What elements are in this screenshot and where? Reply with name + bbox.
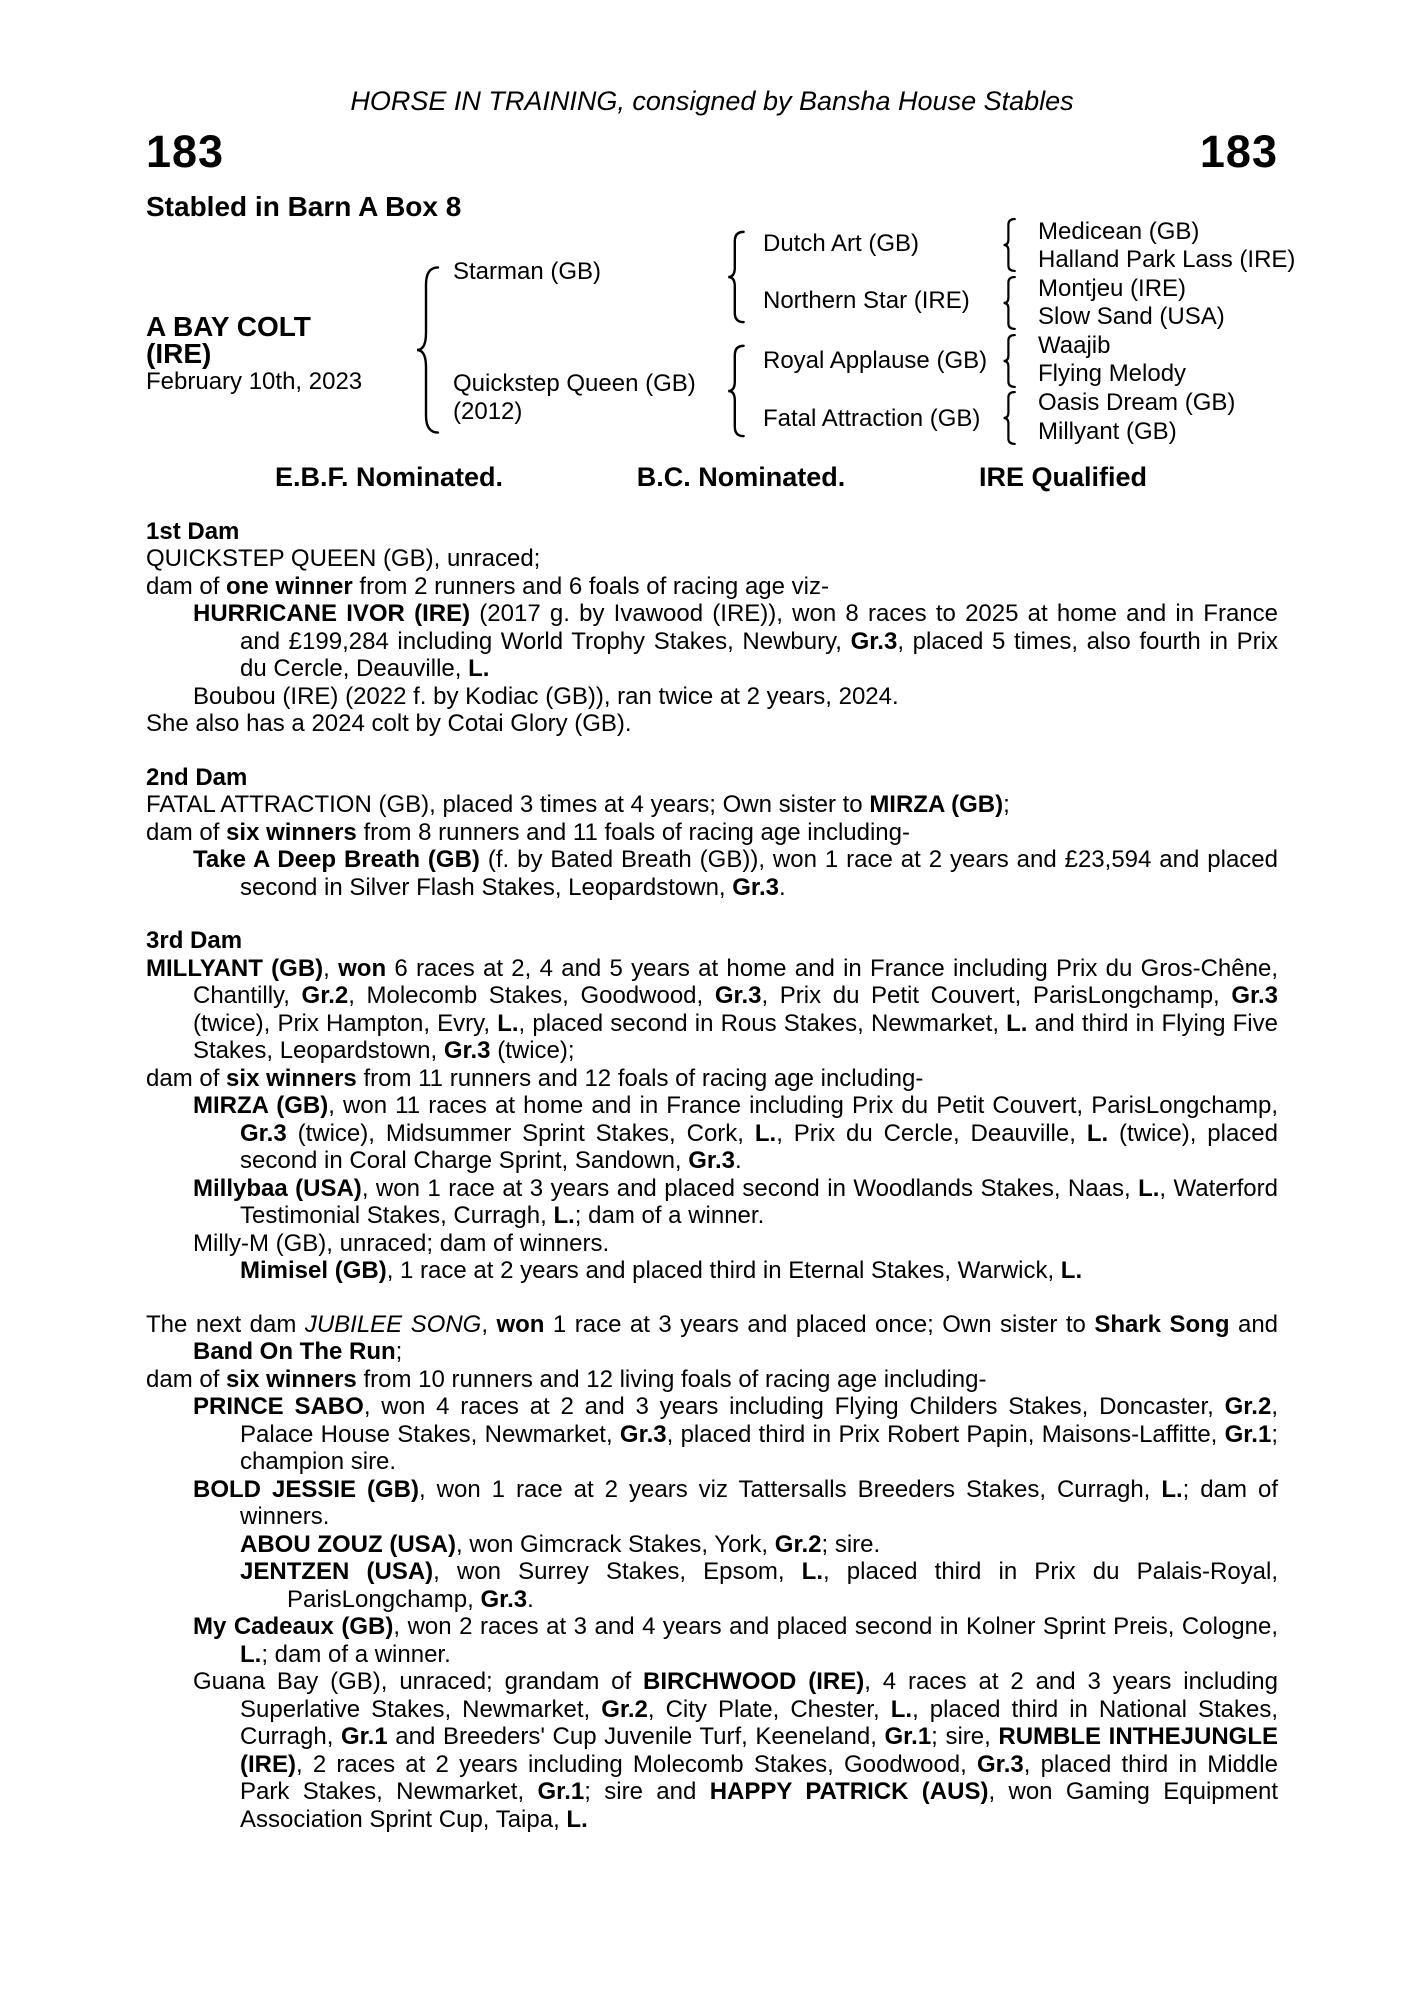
emphasis-text: L.: [1060, 1257, 1083, 1284]
lot-number-left: 183: [146, 125, 225, 177]
emphasis-text: L.: [566, 1805, 588, 1833]
brace-icon: [726, 344, 748, 438]
pedigree-paragraph: [146, 1531, 1278, 1559]
body-text: 1 race at 3 years and placed once; Own sister to: [544, 1310, 1095, 1338]
brace-icon: [1002, 391, 1018, 445]
body-text: , City Plate, Chester,: [647, 1695, 891, 1723]
brace-icon: [1002, 218, 1018, 272]
body-text: (f. by Bated Breath (GB)), won 1 race at 2 years and £23,594 and placed second in Silver Flash Stakes, Leopardstown,: [240, 846, 1278, 901]
great-grandparent: Halland Park Lass (IRE): [1038, 246, 1296, 274]
body-text: and Breeders' Cup Juvenile Turf, Keeneland,: [387, 1723, 885, 1750]
body-text: and third in Flying Five Stakes, Leopardstown,: [193, 1009, 1278, 1064]
emphasis-text: L.: [1006, 1009, 1028, 1037]
pedigree-paragraph: [146, 819, 1278, 847]
emphasis-text: ABOU ZOUZ (USA): [240, 1530, 456, 1558]
pedigree-paragraph: [146, 683, 1278, 711]
pedigree-paragraph: [146, 955, 1278, 1065]
great-grandparent: Medicean (GB): [1038, 217, 1200, 245]
emphasis-text: L.: [801, 1558, 823, 1585]
body-text: , won 11 races at home and in France including Prix du Petit Couvert, ParisLongchamp,: [328, 1092, 1278, 1119]
body-text: from 10 runners and 12 living foals of racing age including-: [356, 1365, 987, 1393]
body-text: dam of: [146, 1064, 227, 1092]
emphasis-text: Gr.1: [340, 1723, 388, 1750]
emphasis-text: Gr.1: [884, 1723, 932, 1750]
body-text: .: [778, 873, 786, 901]
body-text: ; sire and: [584, 1778, 710, 1805]
emphasis-text: Gr.3: [688, 1147, 735, 1174]
emphasis-text: L.: [553, 1202, 575, 1229]
brace-icon: [1002, 276, 1018, 330]
nomination-ire: IRE Qualified: [978, 461, 1147, 492]
body-text: , placed 5 times, also fourth in Prix du Cercle, Deauville,: [240, 627, 1278, 682]
emphasis-text: Band On The Run: [193, 1338, 396, 1365]
pedigree-paragraph: [146, 1393, 1278, 1476]
emphasis-text: six winners: [226, 818, 357, 846]
pedigree-paragraph: [146, 1230, 1278, 1258]
horse-name-block: [146, 310, 426, 396]
body-text: , Molecomb Stakes, Goodwood,: [348, 982, 715, 1009]
dam-section: [146, 764, 1278, 902]
body-text: ;: [1003, 791, 1010, 818]
body-text: dam of: [146, 1365, 227, 1393]
emphasis-text: L.: [497, 1009, 519, 1037]
emphasis-text: MIRZA (GB): [193, 1092, 329, 1119]
horse-country-suffix: (IRE): [146, 338, 212, 369]
body-text: (2017 g. by Ivawood (IRE)), won 8 races to 2025 at home and in France and £199,284 including World Trophy Stakes, Newbury,: [240, 600, 1278, 655]
body-text: , placed third in Middle Park Stakes, Newmarket,: [240, 1750, 1278, 1805]
pedigree-paragraph: [146, 573, 1278, 601]
great-grandparent: Oasis Dream (GB): [1038, 389, 1236, 417]
body-text: , won Gaming Equipment Association Sprint Cup, Taipa,: [240, 1778, 1279, 1833]
emphasis-text: MIRZA (GB): [869, 791, 1004, 818]
emphasis-text: Take A Deep Breath (GB): [193, 846, 480, 873]
body-text: , won Gimcrack Stakes, York,: [455, 1530, 775, 1558]
emphasis-text: BIRCHWOOD (IRE): [643, 1668, 865, 1695]
pedigree-paragraph: [146, 1366, 1278, 1394]
emphasis-text: Gr.2: [1224, 1393, 1272, 1420]
pedigree-paragraph: [146, 545, 1278, 573]
emphasis-text: L.: [890, 1695, 913, 1723]
dam-section-heading: 2nd Dam: [146, 763, 248, 791]
body-text: (twice);: [490, 1037, 575, 1064]
body-text: , 2 races at 2 years including Molecomb Stakes, Goodwood,: [296, 1750, 978, 1778]
body-text: , placed third in Prix Robert Papin, Maisons-Laffitte,: [666, 1420, 1225, 1448]
emphasis-text: RUMBLE INTHEJUNGLE (IRE): [240, 1723, 1278, 1778]
body-text: , won 2 races at 3 and 4 years and placed second in Kolner Sprint Preis, Cologne,: [393, 1613, 1279, 1640]
body-text: QUICKSTEP QUEEN (GB), unraced;: [146, 545, 541, 572]
body-text: ; sire,: [931, 1723, 999, 1750]
body-text: The next dam: [146, 1310, 305, 1338]
emphasis-text: HAPPY PATRICK (AUS): [709, 1778, 989, 1805]
italic-text: JUBILEE SONG: [304, 1310, 482, 1338]
body-text: FATAL ATTRACTION (GB), placed 3 times at 4 years; Own sister to: [146, 791, 870, 818]
emphasis-text: won: [338, 954, 387, 982]
emphasis-text: JENTZEN (USA): [240, 1558, 434, 1585]
dam-name-block: [453, 370, 696, 426]
emphasis-text: Gr.3: [619, 1420, 667, 1448]
emphasis-text: Shark Song: [1094, 1310, 1230, 1338]
body-text: ; dam of a winner.: [574, 1202, 765, 1229]
nomination-bc: B.C. Nominated.: [636, 461, 846, 492]
emphasis-text: Gr.1: [537, 1778, 585, 1805]
body-text: , Waterford Testimonial Stakes, Curragh,: [240, 1174, 1278, 1229]
body-text: , Prix du Petit Couvert, ParisLongchamp,: [761, 982, 1232, 1009]
nomination-ebf: E.B.F. Nominated.: [275, 461, 504, 492]
dam-section-heading: 3rd Dam: [146, 927, 243, 954]
emphasis-text: PRINCE SABO: [193, 1393, 364, 1420]
body-text: , Palace House Stakes, Newmarket,: [240, 1393, 1278, 1448]
body-text: .: [734, 1147, 742, 1174]
body-text: from 2 runners and 6 foals of racing age viz-: [352, 572, 829, 600]
body-text: ; dam of winners.: [240, 1475, 1278, 1530]
emphasis-text: Gr.3: [850, 627, 898, 655]
body-text: , won 1 race at 3 years and placed second in Woodlands Stakes, Naas,: [361, 1174, 1139, 1202]
emphasis-text: Gr.3: [1231, 982, 1279, 1009]
body-text: , Prix du Cercle, Deauville,: [776, 1119, 1087, 1147]
emphasis-text: Gr.3: [240, 1119, 287, 1147]
emphasis-text: six winners: [226, 1365, 357, 1393]
dam-name: Quickstep Queen (GB): [453, 369, 696, 397]
body-text: and: [1229, 1310, 1279, 1338]
grandsire-paternal: Dutch Art (GB): [763, 229, 920, 257]
emphasis-text: won: [496, 1310, 545, 1338]
emphasis-text: Millybaa (USA): [193, 1174, 362, 1202]
great-grandparents-column: [1038, 218, 1295, 447]
dam-section: [146, 518, 1278, 738]
dam-year: (2012): [453, 397, 523, 425]
dam-section: [146, 927, 1278, 1285]
great-grandparent: Waajib: [1038, 331, 1111, 359]
pedigree-paragraph: [146, 1476, 1278, 1531]
body-text: , won Surrey Stakes, Epsom,: [433, 1558, 802, 1585]
emphasis-text: L.: [240, 1640, 262, 1668]
grandsire-maternal: Royal Applause (GB): [763, 346, 988, 374]
sire-name: Starman (GB): [453, 257, 602, 285]
body-text: ; champion sire.: [240, 1420, 1278, 1475]
emphasis-text: L.: [754, 1119, 777, 1147]
body-text: Boubou (IRE) (2022 f. by Kodiac (GB)), ran twice at 2 years, 2024.: [193, 682, 899, 710]
great-grandparent: Flying Melody: [1038, 360, 1187, 388]
body-text: from 11 runners and 12 foals of racing age including-: [356, 1064, 924, 1092]
emphasis-text: Gr.3: [732, 873, 779, 901]
pedigree-paragraph: [146, 600, 1278, 683]
emphasis-text: Gr.3: [714, 982, 762, 1009]
emphasis-text: one winner: [226, 572, 353, 600]
pedigree-paragraph: [146, 1558, 1278, 1613]
body-text: Guana Bay (GB), unraced; grandam of: [193, 1668, 644, 1695]
brace-icon: [726, 230, 748, 324]
emphasis-text: Gr.2: [301, 982, 349, 1009]
brace-icon: [1002, 334, 1018, 388]
dam-section-heading: 1st Dam: [146, 517, 240, 545]
pedigree-tree: [146, 217, 1296, 450]
granddam-maternal: Fatal Attraction (GB): [763, 404, 981, 432]
body-text: ,: [481, 1310, 497, 1338]
granddam-paternal: Northern Star (IRE): [763, 286, 970, 314]
emphasis-text: L.: [1161, 1475, 1183, 1503]
body-text: ; sire.: [821, 1530, 881, 1558]
body-text: She also has a 2024 colt by Cotai Glory (GB).: [146, 710, 632, 737]
stabled-location: Stabled in Barn A Box 8: [146, 190, 462, 222]
emphasis-text: MILLYANT (GB): [146, 954, 324, 982]
great-grandparent: Slow Sand (USA): [1038, 303, 1225, 331]
body-text: , 1 race at 2 years and placed third in Eternal Stakes, Warwick,: [386, 1257, 1061, 1284]
consignor-header: HORSE IN TRAINING, consigned by Bansha House Stables: [350, 86, 1074, 116]
emphasis-text: L.: [1138, 1174, 1160, 1202]
emphasis-text: BOLD JESSIE (GB): [193, 1475, 419, 1503]
body-text: 6 races at 2, 4 and 5 years at home and in France including Prix du Gros-Chêne, Chantilly,: [193, 954, 1278, 1009]
pedigree-paragraph: [146, 1065, 1278, 1093]
body-text: , placed second in Rous Stakes, Newmarket,: [518, 1009, 1007, 1037]
emphasis-text: L.: [468, 655, 490, 682]
dam-section: [146, 1311, 1278, 1834]
body-text: , won 4 races at 2 and 3 years including Flying Childers Stakes, Doncaster,: [363, 1393, 1225, 1420]
pedigree-paragraph: [146, 710, 1278, 738]
body-text: (twice), Midsummer Sprint Stakes, Cork,: [286, 1119, 755, 1147]
body-text: Milly-M (GB), unraced; dam of winners.: [193, 1229, 610, 1257]
emphasis-text: Gr.2: [774, 1530, 822, 1558]
body-text: dam of: [146, 572, 227, 600]
emphasis-text: Gr.3: [480, 1585, 528, 1613]
pedigree-paragraph: [146, 1311, 1278, 1366]
emphasis-text: My Cadeaux (GB): [193, 1613, 394, 1640]
emphasis-text: Gr.3: [977, 1750, 1024, 1778]
great-grandparent: Millyant (GB): [1038, 417, 1177, 445]
body-text: (twice), placed second in Coral Charge Sprint, Sandown,: [240, 1119, 1278, 1174]
pedigree-paragraph: [146, 1092, 1278, 1175]
body-text: , 4 races at 2 and 3 years including Superlative Stakes, Newmarket,: [240, 1668, 1278, 1723]
dam-sections: [146, 518, 1278, 1834]
emphasis-text: six winners: [226, 1064, 357, 1092]
lot-number-right: 183: [1199, 125, 1278, 177]
nominations-row: [146, 462, 1278, 492]
great-grandparent: Montjeu (IRE): [1038, 274, 1187, 302]
body-text: , placed third in Prix du Palais-Royal, ParisLongchamp,: [287, 1558, 1279, 1613]
body-text: , won 1 race at 2 years viz Tattersalls Breeders Stakes, Curragh,: [419, 1475, 1162, 1503]
body-text: ; dam of a winner.: [261, 1640, 451, 1668]
emphasis-text: HURRICANE IVOR (IRE): [193, 600, 471, 627]
emphasis-text: L.: [1086, 1119, 1109, 1147]
pedigree-paragraph: [146, 1613, 1278, 1668]
body-text: , placed third in National Stakes, Curragh,: [240, 1695, 1279, 1750]
horse-name: A BAY COLT: [146, 310, 311, 342]
emphasis-text: Gr.1: [1224, 1420, 1272, 1448]
pedigree-paragraph: [146, 791, 1278, 819]
pedigree-paragraph: [146, 846, 1278, 901]
body-text: from 8 runners and 11 foals of racing age including-: [356, 818, 910, 846]
lot-number-row: [146, 125, 1278, 177]
emphasis-text: Mimisel (GB): [240, 1257, 387, 1284]
pedigree-paragraph: [146, 1257, 1278, 1285]
emphasis-text: Gr.2: [601, 1695, 648, 1723]
body-text: ;: [395, 1338, 403, 1365]
pedigree-paragraph: [146, 1175, 1278, 1230]
brace-icon: [414, 264, 444, 436]
emphasis-text: Gr.3: [443, 1037, 491, 1064]
body-text: ,: [323, 954, 339, 982]
foaling-date: February 10th, 2023: [146, 367, 363, 395]
body-text: .: [527, 1585, 534, 1613]
body-text: dam of: [146, 818, 227, 846]
pedigree-paragraph: [146, 1668, 1278, 1833]
body-text: (twice), Prix Hampton, Evry,: [193, 1009, 498, 1037]
